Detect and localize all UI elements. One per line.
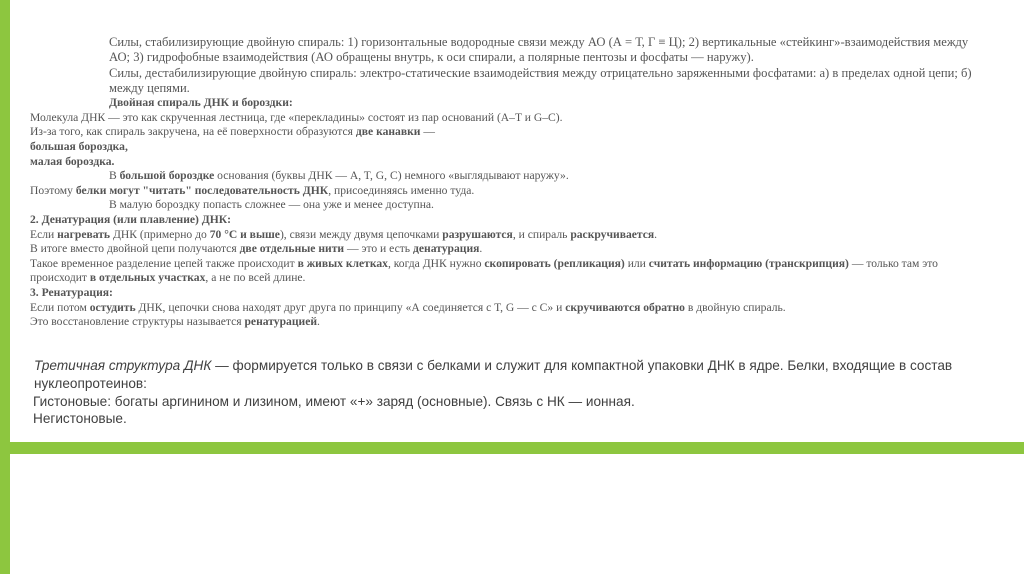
- proteins-read-line: Поэтому белки могут "читать" последовательность ДНК, присоединяясь именно туда.: [30, 183, 475, 197]
- big-groove-paragraph: В большой бороздке основания (буквы ДНК — A, T, G, C) немного «выглядывают наружу».: [109, 169, 569, 183]
- nonhistone-line: Негистоновые.: [33, 411, 127, 427]
- twist-line: Из-за того, как спираль закручена, на её поверхности образуются две канавки —: [30, 125, 435, 139]
- small-groove-line: малая бороздка.: [30, 154, 115, 168]
- result-line: В итоге вместо двойной цепи получаются две отдельные нити — это и есть денатурация.: [30, 242, 483, 256]
- temporary-separation-paragraph: Такое временное разделение цепей также происходит в живых клетках, когда ДНК нужно скопировать (репликация) или считать информацию (транскрипция) — только там это происходит в отдельных участках, а не по всей длине.: [30, 256, 938, 285]
- restoration-line: Это восстановление структуры называется ренатурацией.: [30, 315, 320, 329]
- left-accent-bar: [0, 0, 10, 574]
- denaturation-heading: 2. Денатурация (или плавление) ДНК:: [30, 212, 232, 226]
- destabilizing-forces-paragraph: Силы, дестабилизирующие двойную спираль: электро-статические взаимодействия между отрицательно заряженными фосфатами: а) в пределах одной цепи; б) между цепями.: [109, 65, 972, 95]
- big-groove-line: большая бороздка,: [30, 139, 128, 153]
- bottom-accent-bar: [0, 442, 1024, 454]
- stabilizing-forces-paragraph: Силы, стабилизирующие двойную спираль: 1) горизонтальные водородные связи между АО (А = Т, Г ≡ Ц); 2) вертикальные «стейкинг»-взаимодействия между АО; 3) гидрофобные взаимодействия (АО обращены внутрь, к оси спирали, а полярные пентозы и фосфаты — наружу).: [109, 35, 969, 65]
- small-groove-paragraph: В малую бороздку попасть сложнее — она уже и менее доступна.: [109, 198, 434, 212]
- double-helix-heading: Двойная спираль ДНК и бороздки:: [109, 96, 293, 110]
- heating-line: Если нагревать ДНК (примерно до 70 °С и выше), связи между двумя цепочками разрушаются, и спираль раскручивается.: [30, 227, 658, 241]
- lower-text-block: [32, 357, 992, 428]
- renaturation-heading: 3. Ренатурация:: [30, 285, 113, 299]
- upper-text-block: [30, 35, 980, 330]
- molecule-line: Молекула ДНК — это как скрученная лестница, где «перекладины» состоят из пар оснований (A–T и G–C).: [30, 110, 563, 124]
- cooling-line: Если потом остудить ДНК, цепочки снова находят друг друга по принципу «А соединяется с Т, G — с С» и скручиваются обратно в двойную спираль.: [30, 300, 786, 314]
- histone-line: Гистоновые: богаты аргинином и лизином, имеют «+» заряд (основные). Связь с НК — ионная.: [33, 393, 635, 409]
- tertiary-structure-paragraph: Третичная структура ДНК — формируется только в связи с белками и служит для компактной упаковки ДНК в ядре. Белки, входящие в состав нуклеопротеинов:: [34, 358, 953, 391]
